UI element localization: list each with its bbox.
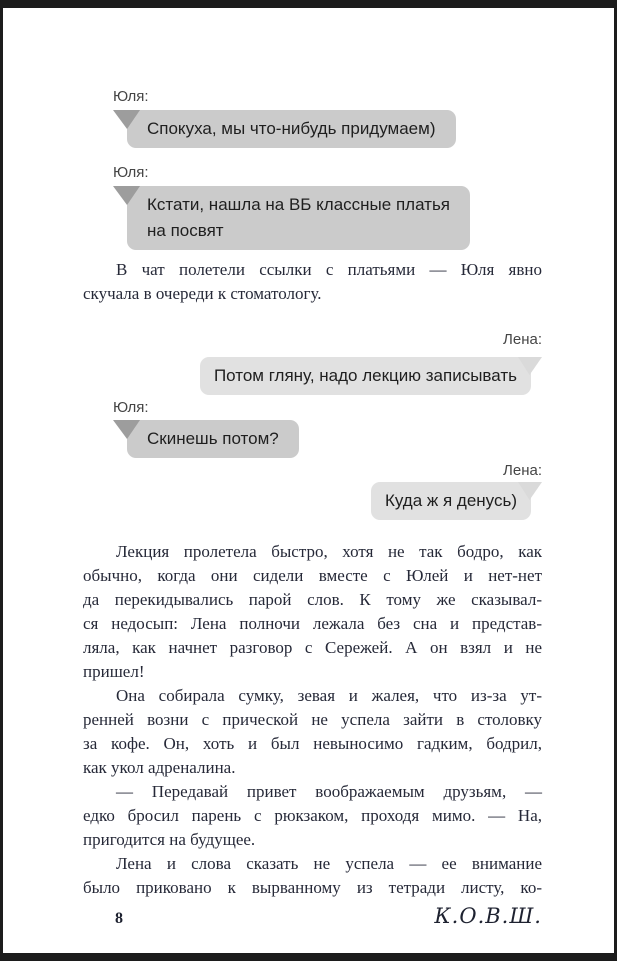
narrative-paragraph [83,258,542,306]
paragraph-line: как укол адреналина. [83,758,236,777]
paragraph-line: ся недосып: Лена полночи лежала без сна и представ- [83,614,542,633]
paragraph-line: было приковано к вырванному из тетради листу, ко- [83,878,542,897]
narrative-paragraph [83,780,542,852]
chat-bubble-text: Куда ж я денусь) [384,491,517,510]
paragraph-line: едко бросил парень с рюкзаком, проходя мимо. — На, [83,806,542,825]
chat-bubble [371,482,531,520]
chat-bubble-text: Скинешь потом? [147,429,279,448]
chat-bubble-text: на посвят [147,221,224,240]
paragraph-line: за кофе. Он, хоть и был невыносимо гадким, бодрил, [83,734,542,753]
chat-sender-label: Юля: [113,164,149,181]
paragraph-line: В чат полетели ссылки с платьями — Юля явно [116,260,542,279]
paragraph-line: пришел! [83,662,145,681]
paragraph-line: да перекидывались парой слов. К тому же сказывал- [83,590,542,609]
chat-message [83,330,542,395]
chat-message [113,163,542,250]
paragraph-line: Лена и слова сказать не успела — ее внимание [116,854,542,873]
chat-message [113,87,542,148]
page-content [3,87,614,931]
paragraph-line: обычно, когда они сидели вместе с Юлей и нет-нет [83,566,542,585]
chat-bubble [127,420,299,458]
chat-sender-label: Юля: [113,88,149,105]
narrative-paragraph [83,684,542,780]
chat-message [83,461,542,520]
chat-sender-label: Лена: [503,462,542,479]
paragraph-line: ляла, как начнет разговор с Сережей. А он взял и не [83,638,542,657]
chat-bubble [200,357,531,395]
chat-bubble-text: Кстати, нашла на ВБ классные платья [147,195,451,214]
narrative-paragraph [83,540,542,684]
chat-bubble-text: Спокуха, мы что-нибудь придумаем) [147,119,436,138]
page-footer [83,904,542,931]
paragraph-line: — Передавай привет воображаемым друзьям, — [116,782,542,801]
chat-bubble-text: Потом гляну, надо лекцию записывать [213,366,517,385]
narrative-paragraph [83,852,542,900]
paragraph-line: Лекция пролетела быстро, хотя не так бодро, как [116,542,542,561]
chat-bubble [127,186,470,250]
running-title: К.О.В.Ш. [434,904,542,928]
paragraph-line: ренней возни с прической не успела зайти в столовку [83,710,542,729]
chat-message [113,398,542,458]
paragraph-line: скучала в очереди к стоматологу. [83,284,322,303]
paragraph-line: Она собирала сумку, зевая и жалея, что из-за ут- [116,686,542,705]
chat-bubble [127,110,456,148]
chat-sender-label: Лена: [503,331,542,348]
page-number: 8 [115,910,123,927]
paragraph-line: пригодится на будущее. [83,830,256,849]
chat-sender-label: Юля: [113,399,149,416]
